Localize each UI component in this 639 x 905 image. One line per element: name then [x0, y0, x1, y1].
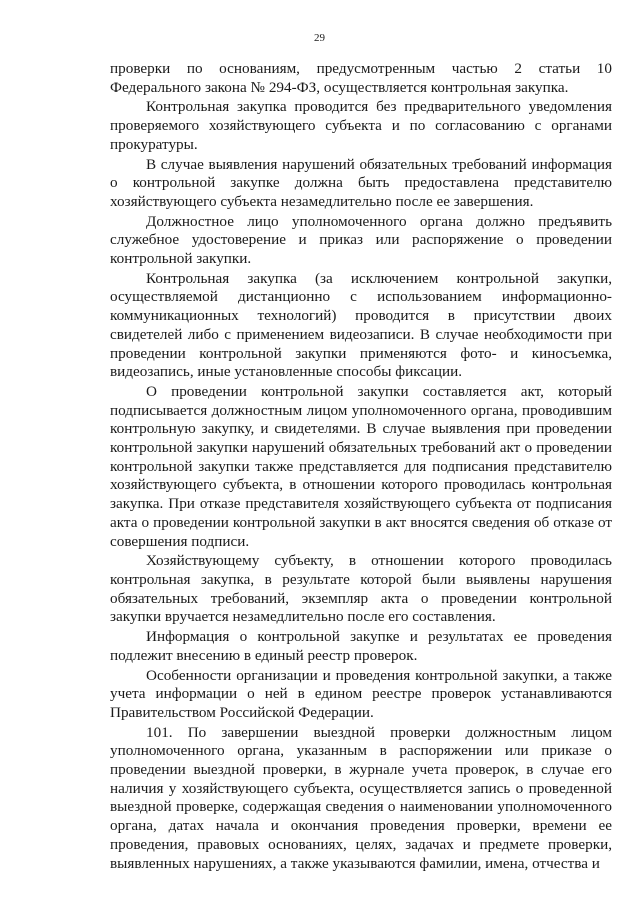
page-number: 29	[314, 32, 325, 44]
paragraph-5: Контрольная закупка (за исключением контрольной закупки, осуществляемой дистанционно с использованием информационно-коммуникационных технологий) проводится в присутствии двоих свидетелей либо с применением видеозаписи. В случае необходимости при проведении контрольной закупки применяются фото- и киносъемка, видеозапись, иные установленные способы фиксации.	[110, 269, 612, 381]
paragraph-7: Хозяйствующему субъекту, в отношении которого проводилась контрольная закупка, в результате которой были выявлены нарушения обязательных требований, экземпляр акта о проведении контрольной закупки вручается незамедлительно после его составления.	[110, 552, 612, 626]
paragraph-1: проверки по основаниям, предусмотренным частью 2 статьи 10 Федерального закона № 294-ФЗ, осуществляется контрольная закупка.	[110, 60, 612, 96]
paragraph-4: Должностное лицо уполномоченного органа должно предъявить служебное удостоверение и приказ или распоряжение о проведении контрольной закупки.	[110, 212, 612, 268]
paragraph-6: О проведении контрольной закупки составляется акт, который подписывается должностным лицом уполномоченного органа, проводившим контрольную закупку, и свидетелями. В случае выявления при проведении контрольной закупки нарушений обязательных требований акт о проведении контрольной закупки также представляется для подписания представителю хозяйствующего субъекта, в отношении которого проводилась контрольная закупка. При отказе представителя хозяйствующего субъекта от подписания акта о проведении контрольной закупки в акт вносятся сведения об отказе от совершения подписи.	[110, 382, 612, 550]
paragraph-2: Контрольная закупка проводится без предварительного уведомления проверяемого хозяйствующего субъекта и по согласованию с органами прокуратуры.	[110, 98, 612, 153]
paragraph-10: 101. По завершении выездной проверки должностным лицом уполномоченного органа, указанным в распоряжении или приказе о проведении выездной проверки, в журнале учета проверок, в случае его наличия у хозяйствующего субъекта, осуществляется запись о проведенной выездной проверке, содержащая сведения о наименовании уполномоченного органа, датах начала и окончания проведения проверки, времени ее проведения, правовых основаниях, целях, задачах и предмете проверки, выявленных нарушениях, а также указываются фамилии, имена, отчества и	[110, 723, 612, 872]
paragraph-3: В случае выявления нарушений обязательных требований информация о контрольной закупке должна быть предоставлена представителю хозяйствующего субъекта незамедлительно после ее завершения.	[110, 155, 612, 210]
paragraph-9: Особенности организации и проведения контрольной закупки, а также учета информации о ней в едином реестре проверок устанавливаются Правительством Российской Федерации.	[110, 666, 612, 721]
document-body	[110, 60, 612, 873]
paragraph-8: Информация о контрольной закупке и результатах ее проведения подлежит внесению в единый реестр проверок.	[110, 628, 612, 664]
